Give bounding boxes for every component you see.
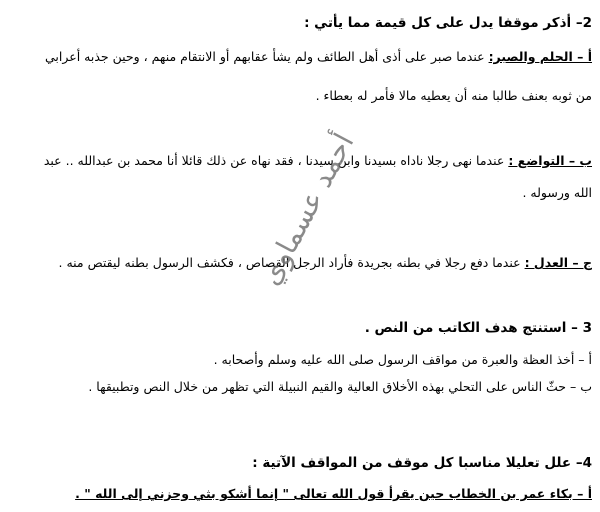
watermark-signature: أحمد عسماوي: [253, 127, 361, 291]
q4-item-a: أ – بكاء عمر بن الخطاب حين يقرأ قول الله تعالى " إنما أشكو بثي وحزني إلى الله " .: [75, 486, 592, 501]
q2-answer-a-line-2: من ثوبه بعنف طالبا منه أن يعطيه مالا فأمر له بعطاء .: [315, 88, 592, 103]
q2-answer-c-label: ج – العدل :: [524, 255, 592, 270]
q3-answer-b: ب – حثّ الناس على التحلي بهذه الأخلاق العالية والقيم النبيلة التي تظهر من خلال النص وتطبيقها .: [88, 379, 592, 394]
q2-answer-b-text-1: عندما نهى رجلا ناداه بسيدنا وابن سيدنا ، فقد نهاه عن ذلك قائلا أنا محمد بن عبدالله .. عبد: [43, 153, 505, 168]
q3-answer-a: أ – أخذ العظة والعبرة من مواقف الرسول صلى الله عليه وسلم وأصحابه .: [213, 352, 592, 367]
question-3-title: 3 – استنتج هدف الكاتب من النص .: [364, 320, 592, 336]
q2-answer-a-label: أ – الحلم والصبر:: [488, 49, 592, 64]
question-2-title: 2– أذكر موقفا يدل على كل قيمة مما يأتي :: [304, 15, 592, 31]
q2-answer-b-line-2: الله ورسوله .: [522, 185, 592, 200]
question-4-title: 4– علل تعليلا مناسبا كل موقف من المواقف الآتية :: [252, 455, 592, 471]
q2-answer-b-label: ب – التواضع :: [508, 153, 592, 168]
q2-answer-a-text-1: عندما صبر على أذى أهل الطائف ولم يشأ عقابهم أو الانتقام منهم ، وحين جذبه أعرابي: [44, 49, 485, 64]
q2-answer-b-line-1: [8, 151, 592, 171]
q2-answer-a-line-1: [8, 47, 592, 67]
q2-answer-c-text-1: عندما دفع رجلا في بطنه بجريدة فأراد الرجل القصاص ، فكشف الرسول بطنه ليقتص منه .: [58, 255, 521, 270]
